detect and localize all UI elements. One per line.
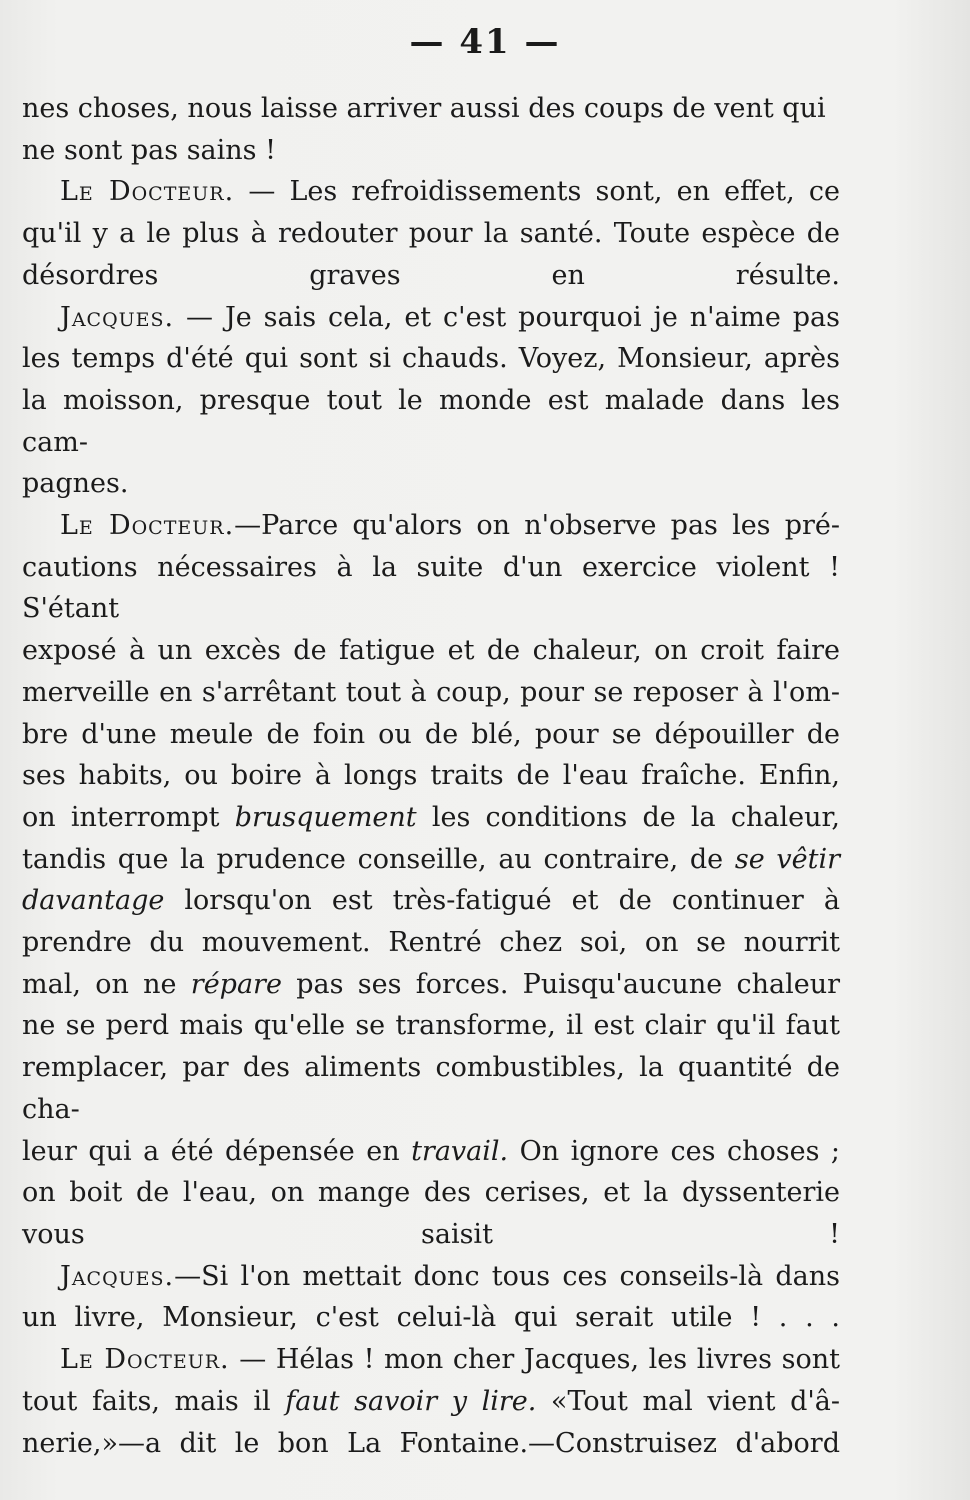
text-line: — Hélas ! mon cher Jacques, les livres sont [229, 1344, 840, 1376]
text-line: prendre du mouvement. Rentré chez soi, on se nourrit [22, 927, 840, 959]
text-line: qu'il y a le plus à redouter pour la santé. Toute espèce de [22, 218, 840, 250]
text-line: davantage lorsqu'on est très-fatigué et de continuer à [22, 885, 840, 917]
page-number: — 41 — [409, 22, 561, 62]
italic-text: répare [190, 968, 282, 1000]
text-line: les temps d'été qui sont si chauds. Voyez, Monsieur, après [22, 343, 840, 375]
text-line: exposé à un excès de fatigue et de chaleur, on croit faire [22, 635, 840, 667]
text-line: la moisson, presque tout le monde est malade dans les cam- [22, 384, 840, 458]
text-line: merveille en s'arrêtant tout à coup, pour se reposer à l'om- [22, 676, 840, 708]
paragraph-6 [22, 1339, 840, 1464]
paragraph-1 [22, 88, 840, 171]
text-line: mal, on ne répare pas ses forces. Puisqu'aucune chaleur [22, 968, 840, 1000]
text-line: cautions nécessaires à la suite d'un exercice violent ! S'étant [22, 551, 840, 625]
text-line: remplacer, par des aliments combustibles, la quantité de cha- [22, 1052, 840, 1125]
italic-text: travail. [411, 1135, 509, 1167]
speaker-name: Le Docteur. [60, 510, 235, 542]
paragraph-5 [22, 1256, 840, 1339]
speaker-name: Le Docteur. [60, 1344, 230, 1376]
text-line: nerie,»—a dit le bon La Fontaine.—Construisez d'abord [22, 1427, 840, 1459]
speaker-name: Jacques. [60, 301, 175, 333]
text-line: un livre, Monsieur, c'est celui-là qui serait utile ! . . . [22, 1302, 840, 1334]
italic-text: se vêtir [734, 843, 841, 875]
text-line: on boit de l'eau, on mange des cerises, et la dyssenterie [22, 1177, 840, 1209]
text-line: bre d'une meule de foin ou de blé, pour se dépouiller de [22, 718, 840, 750]
text-line: ses habits, ou boire à longs traits de l'eau fraîche. Enfin, [22, 760, 840, 792]
text-line: pagnes. [22, 468, 129, 500]
italic-text: brusquement [234, 801, 417, 833]
text-line: —Parce qu'alors on n'observe pas les pré- [234, 510, 840, 542]
text-line: — Je sais cela, et c'est pourquoi je n'aime pas [174, 301, 840, 333]
italic-text: faut savoir y lire. [285, 1385, 537, 1417]
text-line: ne se perd mais qu'elle se transforme, il est clair qu'il faut [22, 1010, 840, 1042]
text-line: vous saisit ! [22, 1218, 840, 1250]
paragraph-3 [22, 297, 840, 506]
text-line: nes choses, nous laisse arriver aussi des coups de vent qui [22, 93, 826, 124]
speaker-name: Jacques. [60, 1260, 175, 1292]
paragraph-2 [22, 171, 840, 296]
text-line: tandis que la prudence conseille, au contraire, de se vêtir [22, 843, 841, 875]
text-line: — Les refroidissements sont, en effet, ce [234, 176, 840, 208]
text-line: leur qui a été dépensée en travail. On ignore ces choses ; [22, 1135, 840, 1167]
text-line: désordres graves en résulte. [22, 259, 840, 291]
paragraph-4 [22, 505, 840, 1256]
speaker-name: Le Docteur. [60, 176, 235, 208]
page-body [22, 88, 840, 1464]
text-line: on interrompt brusquement les conditions de la chaleur, [22, 801, 840, 833]
text-line: tout faits, mais il faut savoir y lire. «Tout mal vient d'â- [22, 1385, 841, 1417]
italic-text: davantage [22, 885, 165, 917]
text-line: —Si l'on mettait donc tous ces conseils-là dans [174, 1260, 840, 1292]
text-line: ne sont pas sains ! [22, 134, 276, 166]
